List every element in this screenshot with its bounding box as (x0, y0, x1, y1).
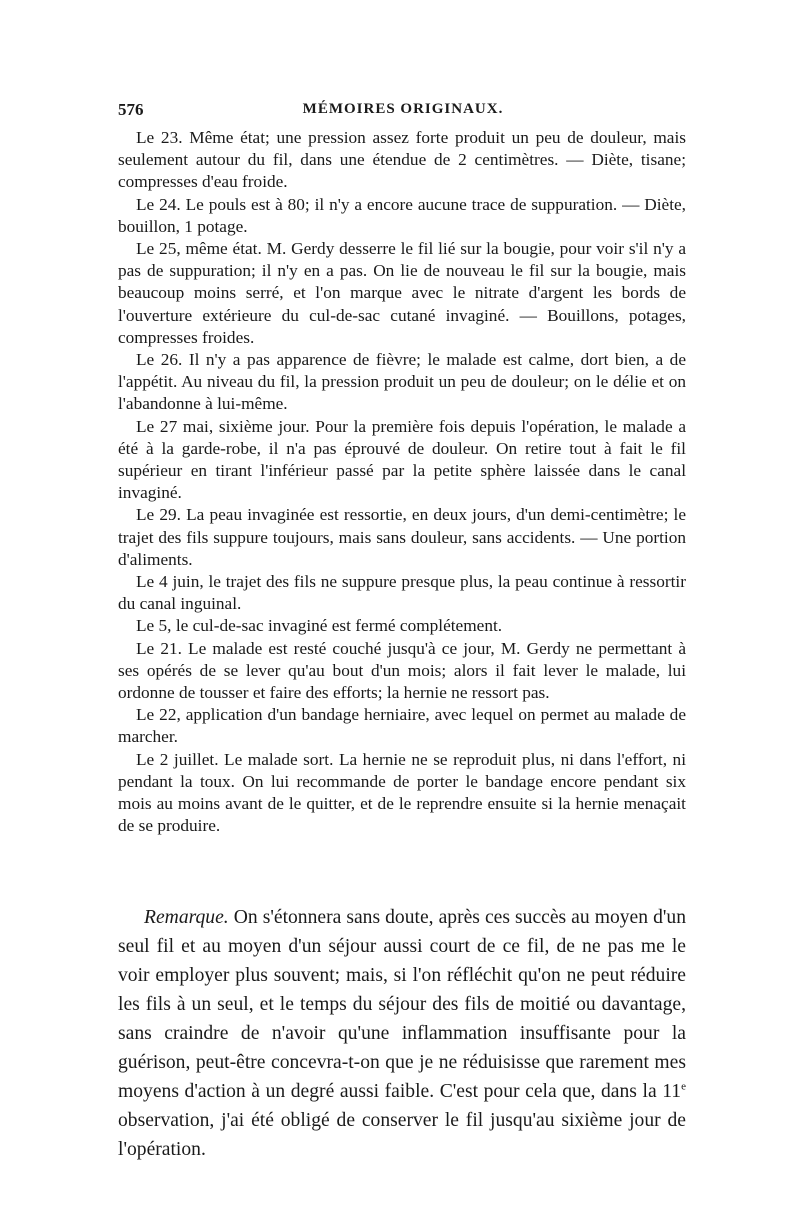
entry-24: Le 24. Le pouls est à 80; il n'y a encore aucune trace de suppuration. — Diète, bouillon, 1 potage. (118, 194, 686, 236)
case-entries (118, 127, 686, 838)
entry-23: Le 23. Même état; une pression assez forte produit un peu de douleur, mais seulement autour du fil, dans une étendue de 2 centimètres. — Diète, tisane; compresses d'eau froide. (118, 128, 686, 192)
page-number: 576 (118, 100, 144, 119)
entry-4-juin: Le 4 juin, le trajet des fils ne suppure presque plus, la peau continue à ressortir du canal inguinal. (118, 572, 686, 614)
entry-21: Le 21. Le malade est resté couché jusqu'à ce jour, M. Gerdy ne permettant à ses opérés de se lever qu'au bout d'un mois; alors il fait lever le malade, lui ordonne de tousser et faire des efforts; la hernie ne ressort pas. (118, 638, 686, 703)
remark-text-part-1: On s'étonnera sans doute, après ces succès au moyen d'un seul fil et au moyen d'un séjour aussi court de ce fil, de ne pas me le voir employer plus souvent; mais, si l'on réfléchit qu'on ne peut réduire les fils à un seul, et le temps du séjour des fils de moitié ou davantage, sans craindre de n'avoir qu'une inflammation insuffisante pour la guérison, peut-être concevra-t-on que je ne réduisisse que rarement mes moyens d'action à un degré aussi faible. C'est pour cela que, dans la 11 (118, 907, 686, 1102)
entry-26: Le 26. Il n'y a pas apparence de fièvre; le malade est calme, dort bien, a de l'appétit. Au niveau du fil, la pression produit un peu de douleur; on le délie et on l'abandonne à lui-même. (118, 350, 686, 414)
remark-text-part-2: observation, j'ai été obligé de conserver le fil jusqu'au sixième jour de l'opération. (118, 1110, 686, 1160)
entry-22: Le 22, application d'un bandage herniaire, avec lequel on permet au malade de marcher. (118, 705, 686, 747)
entry-5: Le 5, le cul-de-sac invaginé est fermé complétement. (136, 616, 503, 636)
remark-label: Remarque. (144, 907, 229, 928)
entry-29: Le 29. La peau invaginée est ressortie, en deux jours, d'un demi-centimètre; le trajet des fils suppure toujours, mais sans douleur, sans accidents. — Une portion d'aliments. (118, 505, 686, 569)
entry-25: Le 25, même état. M. Gerdy desserre le fil lié sur la bougie, pour voir s'il n'y a pas de suppuration; il n'y en a pas. On lie de nouveau le fil sur la bougie, mais beaucoup moins serré, et l'on marque avec le nitrate d'argent les bords de l'ouverture extérieure du cul-de-sac cutané invaginé. — Bouillons, potages, compresses froides. (118, 239, 686, 347)
remark-section (118, 903, 686, 1164)
running-head (118, 100, 688, 124)
entry-27-mai: Le 27 mai, sixième jour. Pour la première fois depuis l'opération, le malade a été à la garde-robe, il n'a pas éprouvé de douleur. On retire tout à fait le fil supérieur en tirant l'inférieur passé par la petite sphère laissée dans le canal invaginé. (118, 416, 686, 503)
remark-paragraph (118, 903, 686, 1164)
ordinal-superscript: e (681, 1080, 686, 1093)
entry-2-juillet: Le 2 juillet. Le malade sort. La hernie ne se reproduit plus, ni dans l'effort, ni pendant la toux. On lui recommande de porter le bandage encore pendant six mois au moins avant de le quitter, et de le reprendre ensuite si la hernie menaçait de se produire. (118, 749, 686, 836)
running-title: MÉMOIRES ORIGINAUX. (302, 101, 504, 117)
